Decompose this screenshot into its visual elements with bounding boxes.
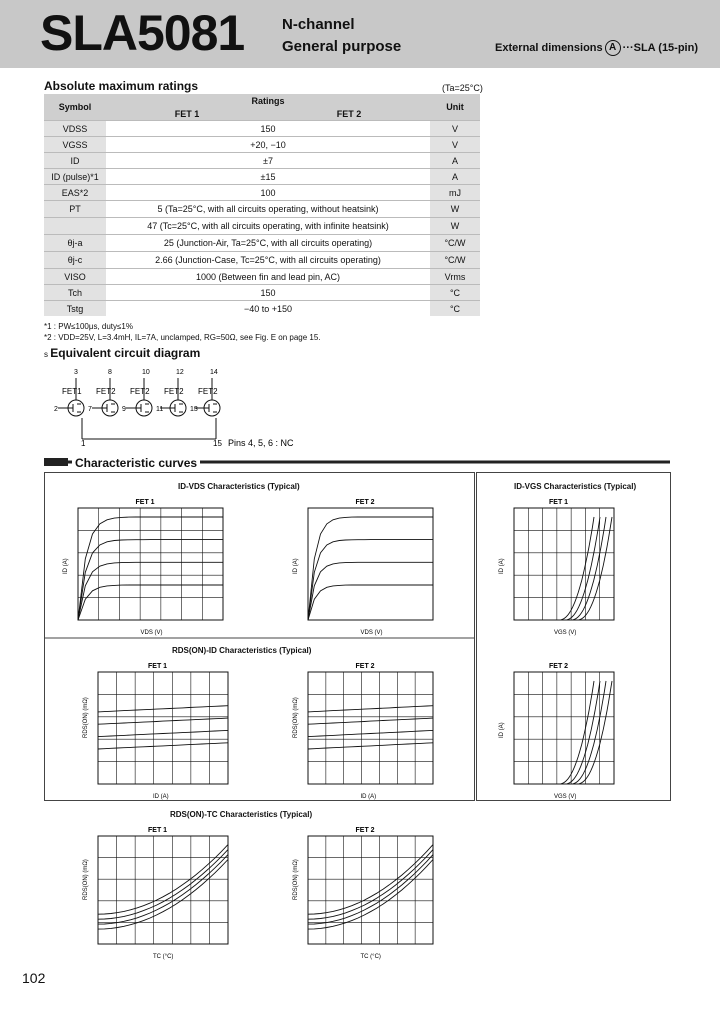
curve [571,517,606,620]
y-axis-label: ID (A) [499,722,505,738]
col-ratings: Ratings [106,94,430,107]
ratings-unit: V [430,121,480,137]
note-1: *1 : PW≤100μs, duty≤1% [44,322,133,331]
ratings-value: ±15 [106,169,430,185]
x-axis-label: TC (°C) [153,954,174,960]
ratings-value: 5 (Ta=25°C, with all circuits operating, without heatsink) [106,201,430,218]
ratings-symbol: ID [44,153,106,169]
pin-bottom-1: 1 [81,439,86,448]
pins-nc: Pins 4, 5, 6 : NC [228,438,294,448]
fet-symbol [190,369,220,416]
ratings-value: +20, −10 [106,137,430,153]
chart-fet-label: FET 2 [355,827,375,834]
curve [308,706,433,712]
note-2: *2 : VDD=25V, L=3.4mH, IL=7A, unclamped, RG=50Ω, see Fig. E on page 15. [44,333,321,342]
pin-gate: 11 [156,406,164,413]
ratings-symbol: EAS*2 [44,185,106,201]
fet-symbol [54,369,84,416]
curve [559,517,594,620]
y-axis-label: RDS(ON) (mΩ) [83,859,89,900]
curve [565,517,600,620]
ratings-symbol: VISO [44,269,106,285]
curve [308,730,433,736]
curve [98,730,228,736]
pin-top: 14 [210,369,218,376]
curve [78,540,223,620]
ratings-value: 2.66 (Junction-Case, Tc=25°C, with all circuits operating) [106,252,430,269]
ratings-row [44,185,480,201]
ratings-value: 25 (Junction-Air, Ta=25°C, with all circuits operating) [106,235,430,252]
y-axis-label: ID (A) [63,558,69,574]
idvds-chart-fet2 [290,496,445,636]
pin-top: 12 [176,369,184,376]
curve [308,860,433,930]
curve [98,743,228,749]
curve [98,850,228,920]
x-axis-label: VDS (V) [140,630,163,636]
ratings-unit: W [430,218,480,235]
rdstc-title: RDS(ON)-TC Characteristics (Typical) [170,810,313,819]
ratings-unit: °C [430,301,480,317]
ratings-symbol [44,218,106,235]
curve [308,517,433,620]
fet-label: FET2 [198,387,218,396]
ratings-unit: mJ [430,185,480,201]
ratings-unit: °C/W [430,235,480,252]
ratings-row [44,153,480,169]
ratings-value: −40 to +150 [106,301,430,317]
chart-fet-label: FET 2 [355,499,375,506]
fet-symbol [156,369,186,416]
col-fet2: FET 2 [268,107,430,121]
chart-fet-label: FET 1 [135,499,155,506]
x-axis-label: VDS (V) [360,630,383,636]
ext-package: ···SLA (15-pin) [622,42,698,54]
ratings-value: 150 [106,285,430,301]
chart-fet-label: FET 2 [549,663,569,670]
x-axis-label: ID (A) [360,794,377,800]
curves-title: Characteristic curves [72,456,200,470]
ratings-value: 47 (Tc=25°C, with all circuits operating, with infinite heatsink) [106,218,430,235]
ratings-row [44,285,480,301]
ratings-symbol: ID (pulse)*1 [44,169,106,185]
ratings-row [44,301,480,317]
ratings-row [44,269,480,285]
curve [308,850,433,920]
curve [559,681,594,784]
x-axis-label: VGS (V) [554,794,577,800]
chart-fet-label: FET 1 [148,663,168,670]
curve [308,540,433,620]
pin-gate: 7 [88,406,92,413]
col-symbol: Symbol [44,94,106,121]
rdsid-chart-fet2 [290,660,445,800]
pin-bottom-15: 15 [213,439,222,448]
ratings-unit: A [430,153,480,169]
rdstc-chart-fet2 [290,824,445,960]
ratings-unit: V [430,137,480,153]
pin-top: 8 [108,369,112,376]
y-axis-label: RDS(ON) (mΩ) [293,697,299,738]
curve [78,562,223,620]
fet-label: FET2 [164,387,184,396]
ratings-symbol: θj-c [44,252,106,269]
ratings-unit: Vrms [430,269,480,285]
equivalent-title-text: Equivalent circuit diagram [50,346,201,360]
pin-gate: 9 [122,406,126,413]
y-axis-label: RDS(ON) (mΩ) [293,859,299,900]
curve [308,743,433,749]
chart-fet-label: FET 1 [549,499,569,506]
curve [577,681,612,784]
ratings-symbol: VDSS [44,121,106,137]
external-dimensions [495,40,698,56]
idvds-chart-fet1 [60,496,235,636]
fet-label: FET2 [96,387,116,396]
x-axis-label: TC (°C) [360,954,381,960]
ratings-row [44,218,480,235]
purpose: General purpose [282,38,402,55]
ratings-unit: °C/W [430,252,480,269]
curve [565,681,600,784]
idvgs-chart-fet1 [496,496,626,636]
curve [78,585,223,620]
ratings-value: ±7 [106,153,430,169]
y-axis-label: ID (A) [293,558,299,574]
ratings-symbol: VGSS [44,137,106,153]
ratings-unit: W [430,201,480,218]
page-number: 102 [22,970,46,986]
ratings-value: 1000 (Between fin and lead pin, AC) [106,269,430,285]
ratings-title: Absolute maximum ratings [44,79,199,93]
ratings-value: 150 [106,121,430,137]
curve [571,681,606,784]
idvds-title: ID-VDS Characteristics (Typical) [178,482,300,491]
rdsid-chart-fet1 [80,660,240,800]
pin-top: 10 [142,369,150,376]
curve [308,718,433,724]
idvgs-title: ID-VGS Characteristics (Typical) [514,482,637,491]
ratings-table [44,94,480,316]
ratings-row [44,252,480,269]
idvgs-chart-fet2 [496,660,626,800]
ratings-value: 100 [106,185,430,201]
curve [78,517,223,620]
curve [98,860,228,930]
pin-gate: 13 [190,406,198,413]
chart-fet-label: FET 1 [148,827,168,834]
curve [98,706,228,712]
y-axis-label: RDS(ON) (mΩ) [83,697,89,738]
x-axis-label: VGS (V) [554,630,577,636]
channel-type: N-channel [282,16,355,33]
fet-label: FET1 [62,387,82,396]
ext-code-circle: A [605,40,621,56]
ratings-row [44,235,480,252]
ratings-unit: °C [430,285,480,301]
col-fet1: FET 1 [106,107,268,121]
ratings-symbol: θj-a [44,235,106,252]
pin-top: 3 [74,369,78,376]
equivalent-circuit [48,364,338,454]
pin-gate: 2 [54,406,58,413]
fet-symbol [88,369,118,416]
ratings-condition: (Ta=25°C) [442,83,483,93]
rdsid-title: RDS(ON)-ID Characteristics (Typical) [172,646,312,655]
curve [308,585,433,620]
x-axis-label: ID (A) [153,794,169,800]
curve [308,855,433,925]
fet-symbol [122,369,152,416]
curve [98,855,228,925]
fet-label: FET2 [130,387,150,396]
chart-fet-label: FET 2 [355,663,375,670]
ratings-unit: A [430,169,480,185]
rdstc-chart-fet1 [80,824,240,960]
ratings-symbol: Tch [44,285,106,301]
ratings-symbol: PT [44,201,106,218]
y-axis-label: ID (A) [499,558,505,574]
curve [308,562,433,620]
ext-label: External dimensions [495,42,603,54]
curve [577,517,612,620]
curve [98,718,228,724]
ratings-row [44,137,480,153]
ratings-symbol: Tstg [44,301,106,317]
col-unit: Unit [430,94,480,121]
equivalent-title: s Equivalent circuit diagram [44,346,201,360]
ratings-row [44,201,480,218]
ratings-row [44,169,480,185]
part-number: SLA5081 [40,5,245,61]
ratings-row [44,121,480,137]
